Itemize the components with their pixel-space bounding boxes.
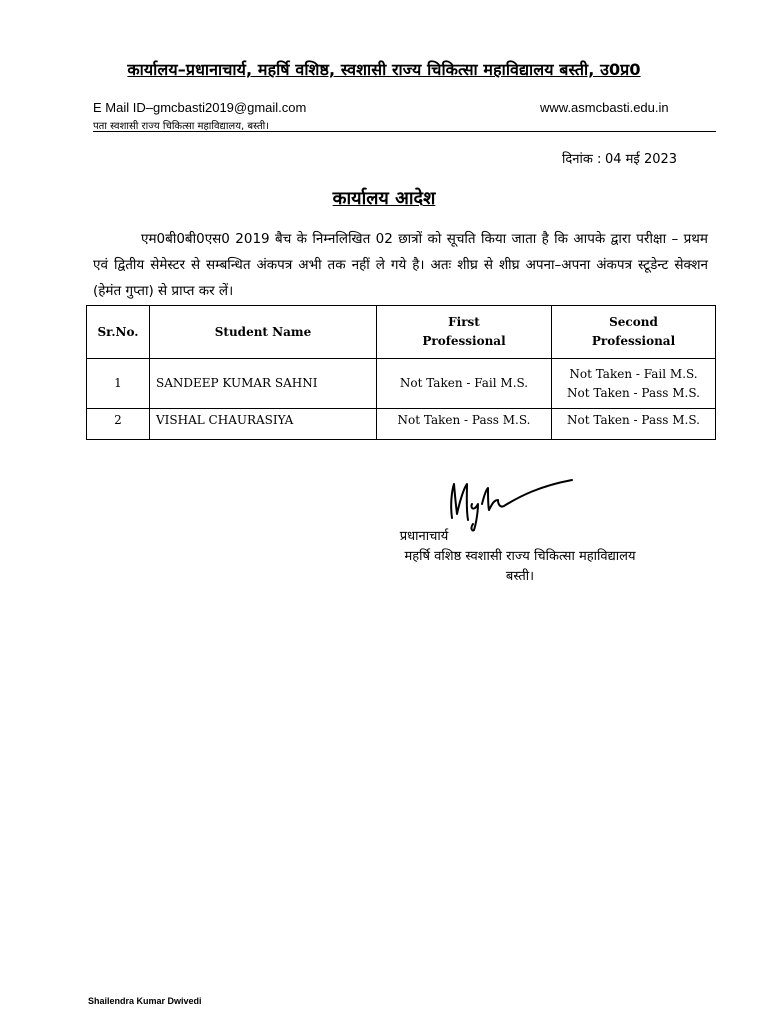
table-row <box>87 359 716 409</box>
row-second-professional <box>552 359 716 409</box>
header-sr-no: Sr.No. <box>87 306 150 359</box>
header-student-name: Student Name <box>150 306 377 359</box>
row-second-professional: Not Taken - Pass M.S. <box>552 409 716 440</box>
row-first-professional: Not Taken - Fail M.S. <box>377 359 552 409</box>
row-sr-no: 1 <box>87 359 150 409</box>
office-address: पता स्वशासी राज्य चिकित्सा महाविद्यालय, बस्ती। <box>93 121 270 132</box>
header-first-professional <box>377 306 552 359</box>
row-second-line1: Not Taken - Fail M.S. <box>569 366 698 381</box>
date-line <box>562 149 677 167</box>
signatory-title: प्रधानाचार्य <box>399 529 449 544</box>
date-value: 04 मई 2023 <box>604 152 678 167</box>
footer-author: Shailendra Kumar Dwivedi <box>88 996 202 1006</box>
header-divider <box>93 131 716 132</box>
office-header-title: कार्यालय–प्रधानाचार्य, महर्षि वशिष्ठ, स्वशासी राज्य चिकित्सा महाविद्यालय बस्ती, उ0प्र0 <box>127 60 641 79</box>
signatory-college: महर्षि वशिष्ठ स्वशासी राज्य चिकित्सा महाविद्यालय <box>404 549 636 564</box>
signatory-city: बस्ती। <box>505 569 535 584</box>
order-body-text: एम0बी0बी0एस0 2019 बैच के निम्नलिखित 02 छात्रों को सूचति किया जाता है कि आपके द्वारा परीक्षा – प्रथम एवं द्वितीय सेमेस्टर से सम्बन्धित अंकपत्र अभी तक नहीं ले गये है। अतः शीघ्र से शीघ्र अपना–अपना अंकपत्र स्टूडेन्ट सेक्शन (हेमंत गुप्ता) से प्राप्त कर लें। <box>93 231 708 299</box>
principal-signature <box>440 474 580 532</box>
students-table <box>86 305 716 440</box>
row-student-name: SANDEEP KUMAR SAHNI <box>150 359 377 409</box>
row-student-name: VISHAL CHAURASIYA <box>150 409 377 440</box>
row-second-line2: Not Taken - Pass M.S. <box>567 385 700 400</box>
order-title: कार्यालय आदेश <box>332 188 436 209</box>
header-second-professional <box>552 306 716 359</box>
date-label: दिनांक : <box>562 152 602 167</box>
header-first-line1: First <box>448 315 480 329</box>
header-second-line1: Second <box>609 315 658 329</box>
email-id: E Mail ID–gmcbasti2019@gmail.com <box>93 100 307 115</box>
table-header-row <box>87 306 716 359</box>
header-second-line2: Professional <box>591 334 676 348</box>
header-first-line2: Professional <box>422 334 506 348</box>
website-url: www.asmcbasti.edu.in <box>540 100 669 115</box>
row-sr-no: 2 <box>87 409 150 440</box>
row-first-professional: Not Taken - Pass M.S. <box>377 409 552 440</box>
table-row <box>87 409 716 440</box>
